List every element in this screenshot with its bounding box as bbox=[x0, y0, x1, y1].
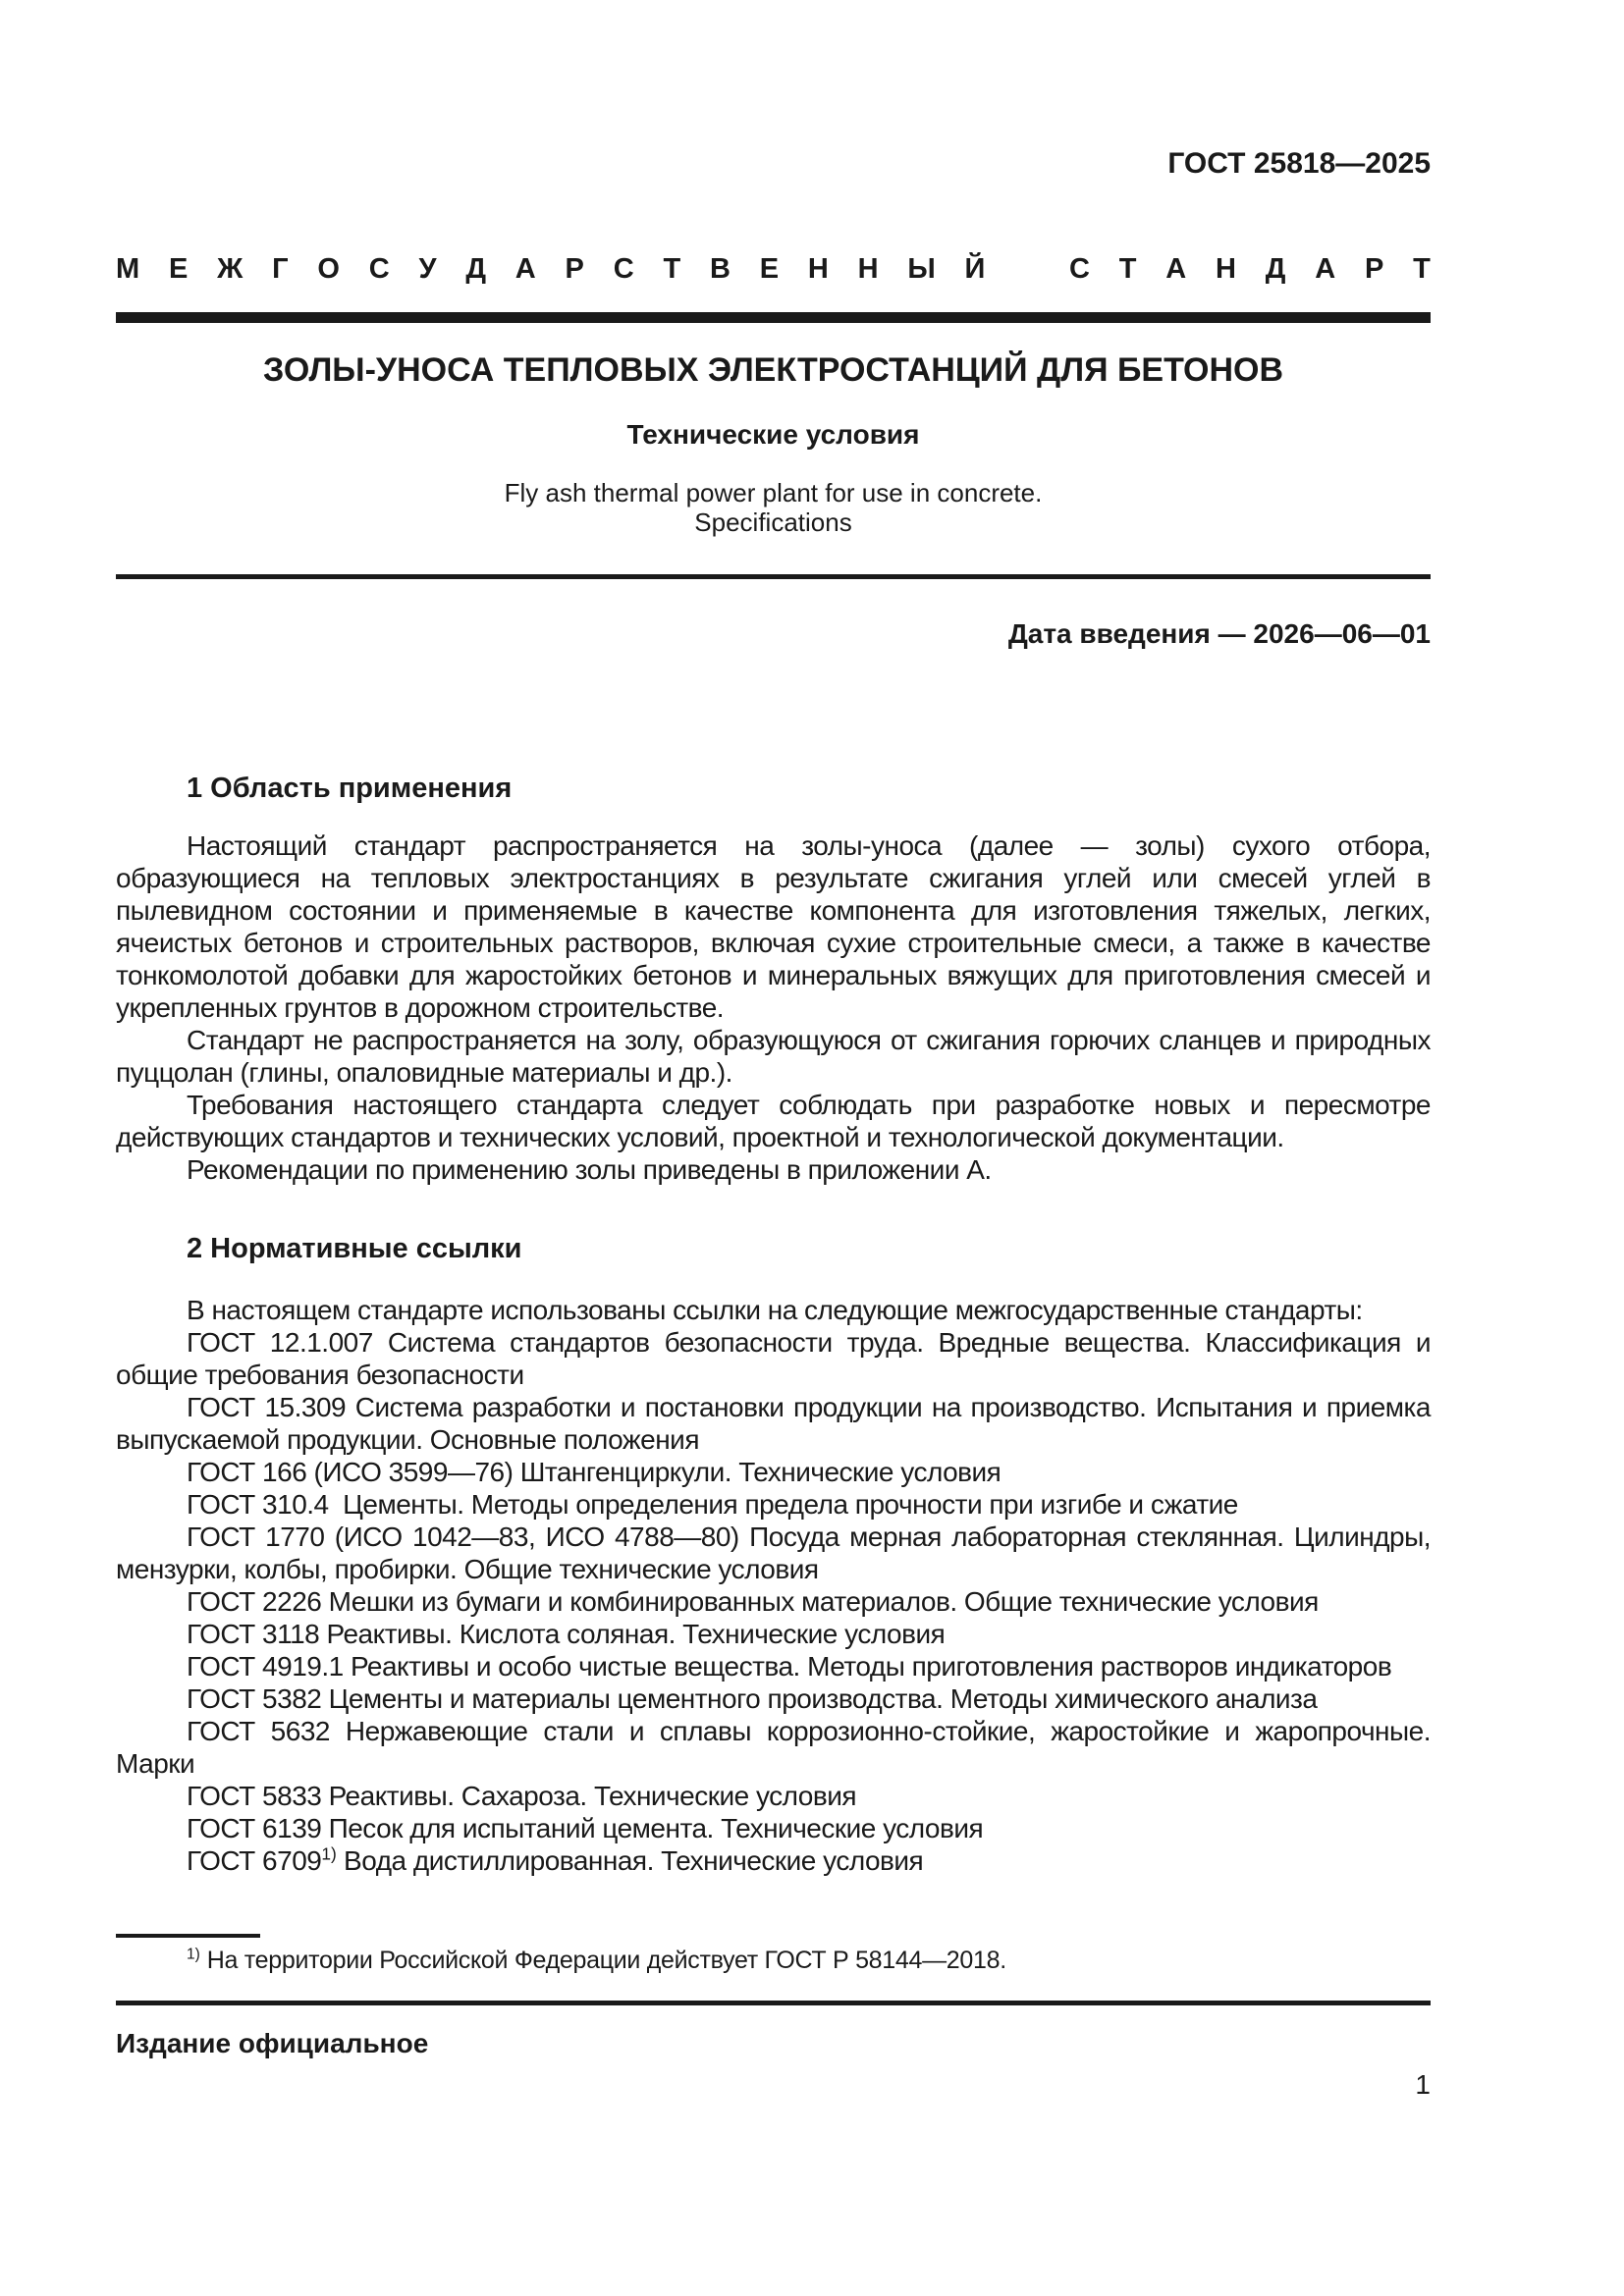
reference-footnote-marker: 1) bbox=[321, 1843, 337, 1864]
banner-letter: Ж bbox=[217, 253, 244, 285]
banner-letter: В bbox=[709, 253, 731, 285]
reference-item: ГОСТ 15.309 Система разработки и постановки продукции на производство. Испытания и приемка выпускаемой продукции. Основные положения bbox=[116, 1392, 1431, 1455]
title-en-line-1: Fly ash thermal power plant for use in concrete. bbox=[504, 478, 1043, 507]
paragraph: Требования настоящего стандарта следует соблюдать при разработке новых и пересмотре действующих стандартов и технических условий, проектной и технологической документации. bbox=[116, 1090, 1431, 1152]
banner-letter: Т bbox=[1118, 253, 1137, 285]
banner-letter: Е bbox=[759, 253, 780, 285]
banner-letter: Д bbox=[1265, 253, 1286, 285]
reference-item: ГОСТ 5632 Нержавеющие стали и сплавы коррозионно-стойкие, жаростойкие и жаропрочные. Марки bbox=[116, 1716, 1431, 1779]
section-2-body bbox=[116, 1294, 1431, 1877]
reference-item: ГОСТ 3118 Реактивы. Кислота соляная. Технические условия bbox=[187, 1619, 946, 1649]
paragraph: Настоящий стандарт распространяется на золы-уноса (далее — золы) сухого отбора, образующиеся на тепловых электростанциях в результате сжигания углей или смесей углей в пылевидном состоянии и применяемые в качестве компонента для изготовления тяжелых, легких, ячеистых бетонов и строительных растворов, включая сухие строительные смеси, а также в качестве тонкомолотой добавки для жаростойких бетонов и минеральных вяжущих для приготовления смесей и укрепленных грунтов в дорожном строительстве. bbox=[116, 830, 1431, 1023]
reference-item: ГОСТ 1770 (ИСО 1042—83, ИСО 4788—80) Посуда мерная лабораторная стеклянная. Цилиндры, мензурки, колбы, пробирки. Общие технические условия bbox=[116, 1522, 1431, 1584]
footnote-marker: 1) bbox=[187, 1946, 200, 1963]
banner-letter: С bbox=[613, 253, 634, 285]
footnote-text: На территории Российской Федерации действует ГОСТ Р 58144—2018. bbox=[206, 1947, 1006, 1974]
banner-letter: Н bbox=[857, 253, 879, 285]
banner-letter: А bbox=[514, 253, 536, 285]
reference-item: ГОСТ 5833 Реактивы. Сахароза. Технические условия bbox=[187, 1781, 857, 1811]
title-en-line-2: Specifications bbox=[694, 507, 852, 537]
section-1-body bbox=[116, 829, 1431, 1186]
reference-item: ГОСТ 12.1.007 Система стандартов безопасности труда. Вредные вещества. Классификация и общие требования безопасности bbox=[116, 1327, 1431, 1390]
banner-letter: А bbox=[1165, 253, 1187, 285]
reference-item: ГОСТ 2226 Мешки из бумаги и комбинированных материалов. Общие технические условия bbox=[187, 1586, 1319, 1617]
effective-date: Дата введения — 2026—06—01 bbox=[1007, 618, 1431, 649]
banner-letter: Й bbox=[964, 253, 986, 285]
standard-type-banner bbox=[116, 253, 1431, 286]
reference-item: ГОСТ 6139 Песок для испытаний цемента. Технические условия bbox=[187, 1813, 984, 1843]
footnote bbox=[116, 1946, 1431, 1975]
banner-letter: С bbox=[1068, 253, 1090, 285]
reference-item: ГОСТ 4919.1 Реактивы и особо чистые вещества. Методы приготовления растворов индикаторов bbox=[187, 1651, 1392, 1682]
banner-letter: М bbox=[116, 253, 140, 285]
banner-letter: Н bbox=[807, 253, 829, 285]
footnote-rule bbox=[116, 1934, 260, 1938]
banner-letter: Р bbox=[565, 253, 584, 285]
document-title-english bbox=[116, 478, 1431, 537]
banner-letter: О bbox=[317, 253, 340, 285]
banner-letter: Г bbox=[272, 253, 289, 285]
document-subtitle: Технические условия bbox=[626, 419, 920, 450]
footer-rule bbox=[116, 2001, 1431, 2005]
banner-letter: Е bbox=[168, 253, 189, 285]
reference-item: ГОСТ 6709$^{1)}$ Вода дистиллированная. Технические условия bbox=[187, 1843, 924, 1876]
banner-letter: А bbox=[1315, 253, 1336, 285]
page-number: 1 bbox=[1415, 2069, 1431, 2100]
reference-item: ГОСТ 166 (ИСО 3599—76) Штангенциркули. Технические условия bbox=[187, 1457, 1001, 1487]
edition-label: Издание официальное bbox=[116, 2028, 429, 2058]
section-1-heading: 1 Область применения bbox=[187, 773, 513, 804]
references-intro: В настоящем стандарте использованы ссылки на следующие межгосударственные стандарты: bbox=[187, 1295, 1363, 1325]
section-2-heading: 2 Нормативные ссылки bbox=[187, 1233, 522, 1264]
banner-letter: Р bbox=[1364, 253, 1384, 285]
banner-letter: Т bbox=[1413, 253, 1431, 285]
reference-item: ГОСТ 310.4 Цементы. Методы определения предела прочности при изгибе и сжатие bbox=[187, 1489, 1238, 1520]
banner-letter: Н bbox=[1216, 253, 1236, 285]
banner-letter: С bbox=[368, 253, 390, 285]
paragraph: Рекомендации по применению золы приведены в приложении А. bbox=[187, 1154, 992, 1185]
title-rule bbox=[116, 574, 1431, 579]
banner-letter: Д bbox=[465, 253, 486, 285]
banner-letter: Т bbox=[663, 253, 681, 285]
banner-letter: Ы bbox=[907, 253, 936, 285]
doc-number: ГОСТ 25818—2025 bbox=[1167, 147, 1431, 180]
banner-letter: У bbox=[418, 253, 437, 285]
header-rule bbox=[116, 312, 1431, 323]
reference-item: ГОСТ 5382 Цементы и материалы цементного производства. Методы химического анализа bbox=[187, 1683, 1318, 1714]
paragraph: Стандарт не распространяется на золу, образующуюся от сжигания горючих сланцев и природных пуццолан (глины, опаловидные материалы и др.). bbox=[116, 1025, 1431, 1088]
document-title: ЗОЛЫ-УНОСА ТЕПЛОВЫХ ЭЛЕКТРОСТАНЦИЙ ДЛЯ БЕТОНОВ bbox=[263, 351, 1283, 389]
